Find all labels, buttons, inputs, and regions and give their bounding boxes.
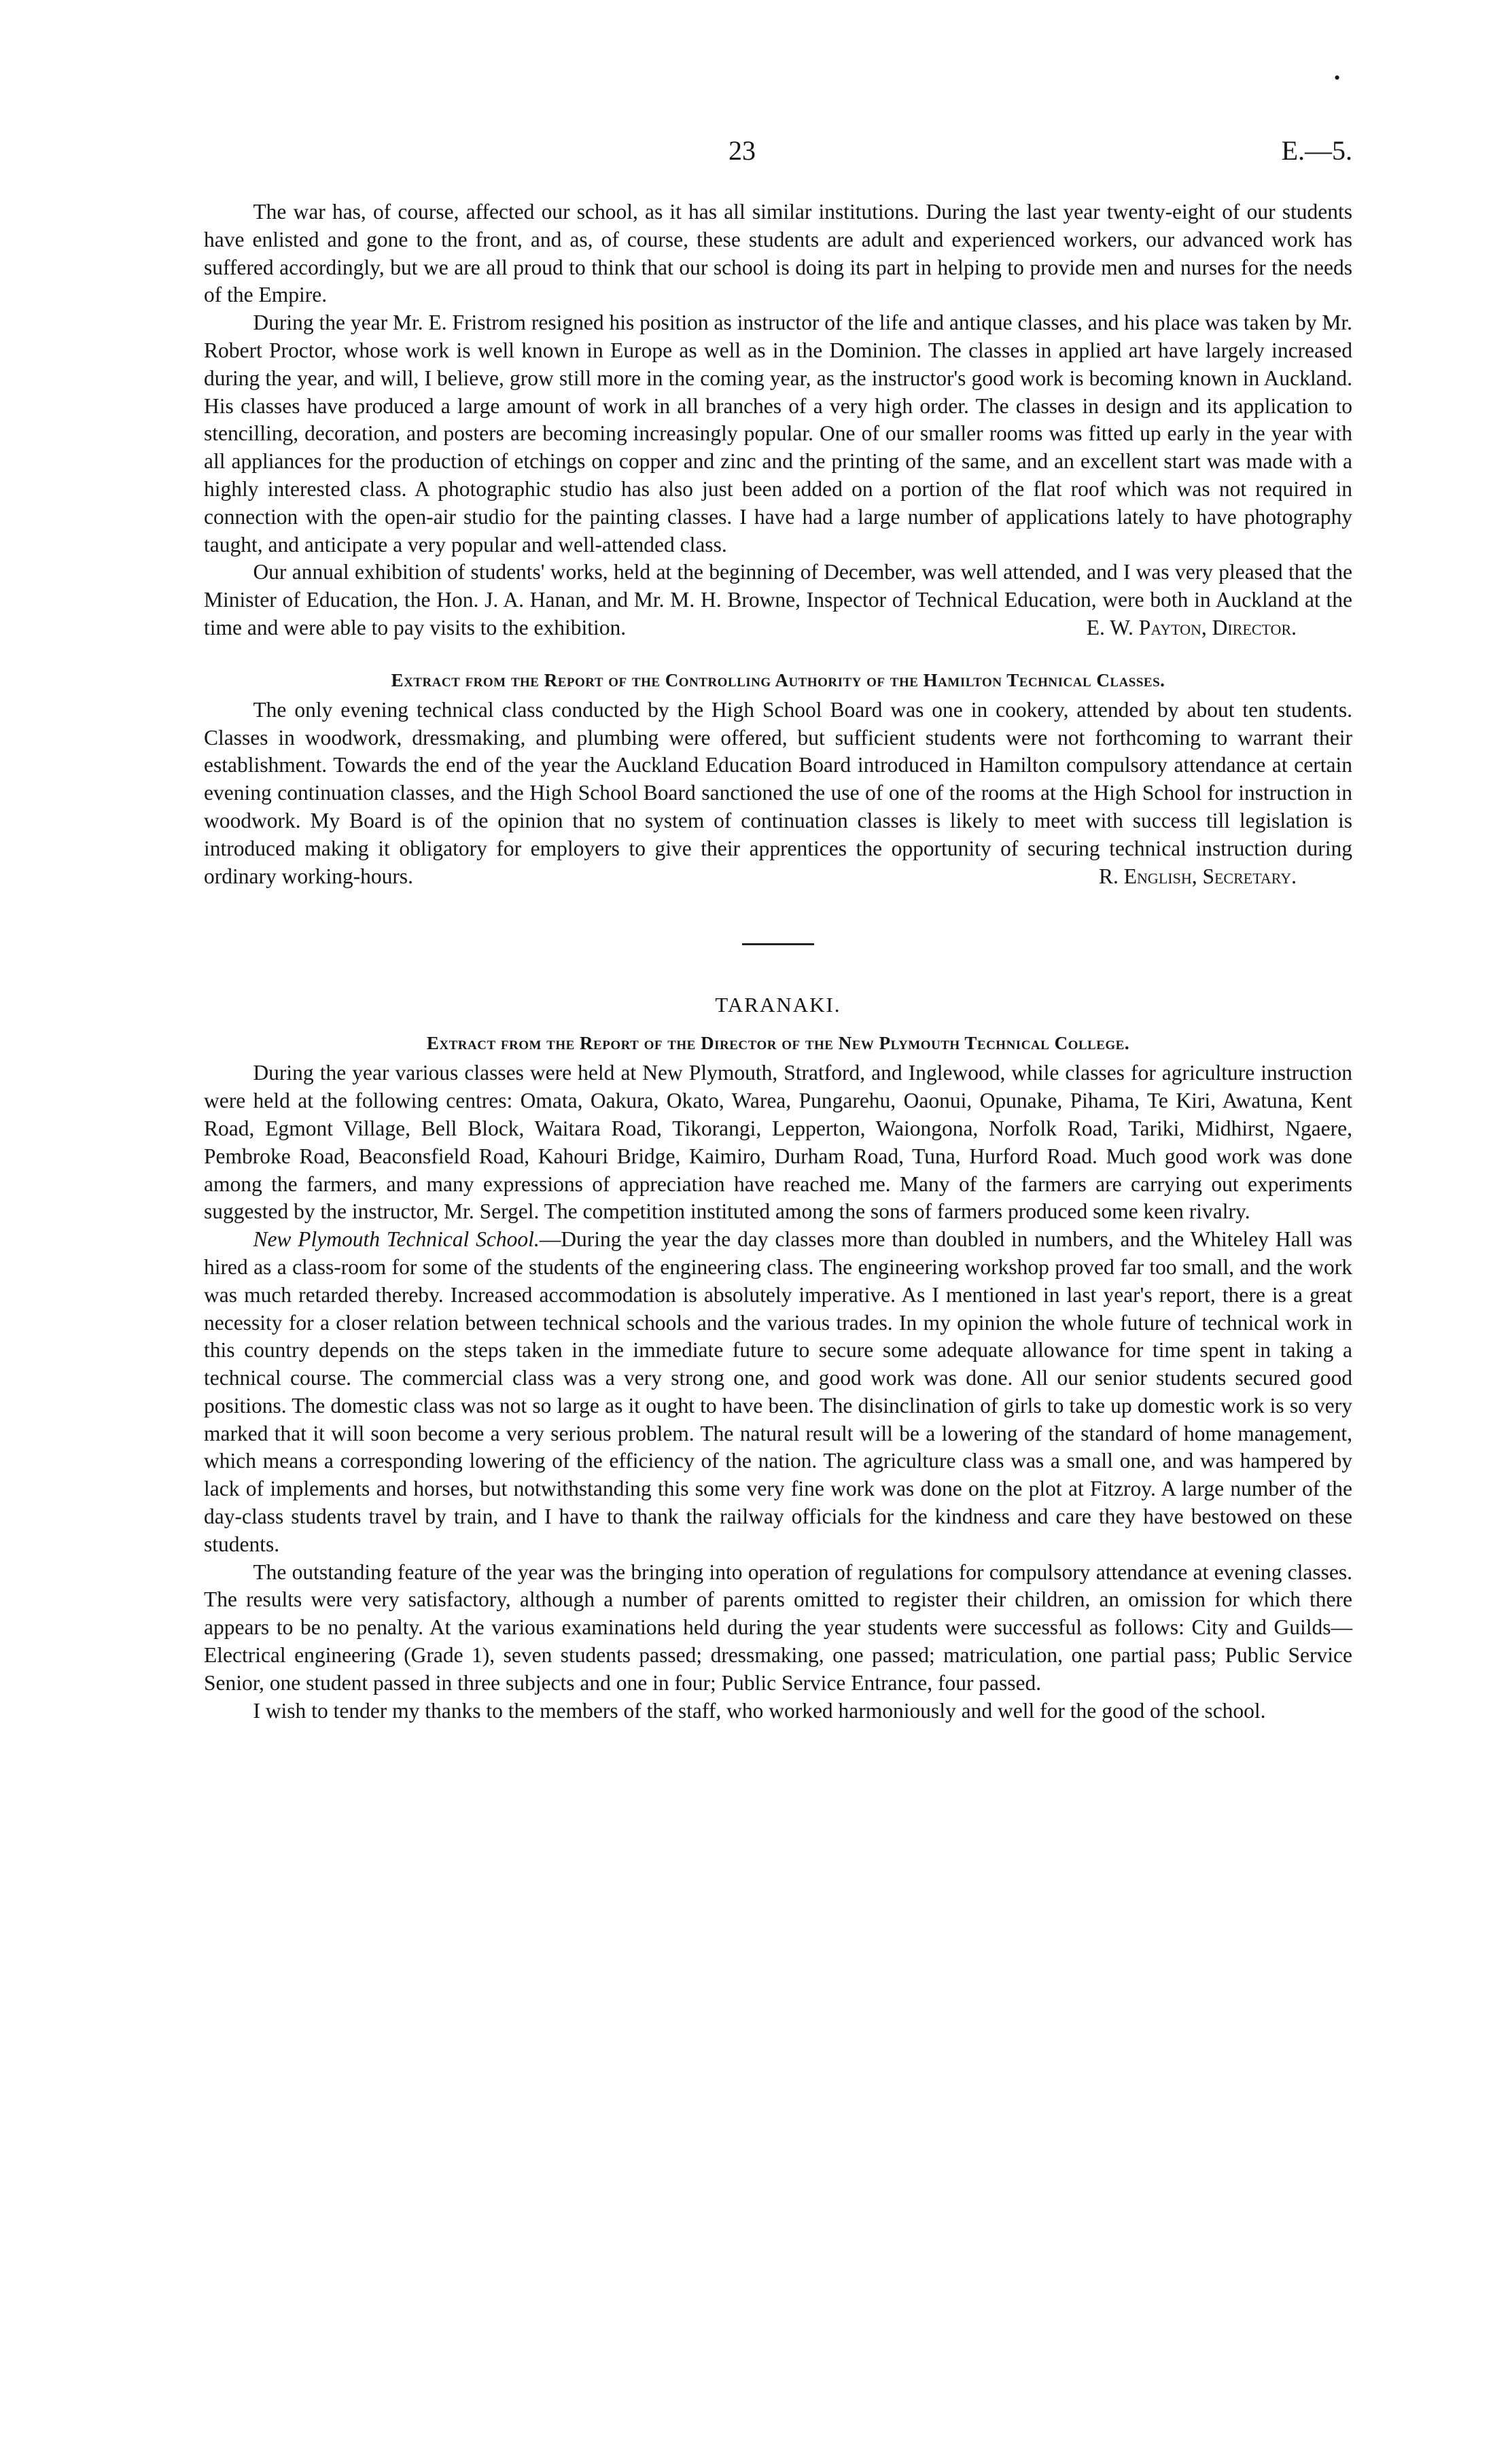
page-number: 23	[728, 135, 756, 166]
section-divider	[742, 943, 814, 945]
taranaki-paragraph-centres: During the year various classes were held at New Plymouth, Stratford, and Inglewood, while classes for agriculture instruction were held at the following centres: Omata, Oakura, Okato, Warea, Pungarehu, Oaonui, Opunake, Pihama, Te Kiri, Awatuna, Kent Road, Egmont Village, Bell Block, Waitara Road, Tikorangi, Lepperton, Waiongona, Norfolk Road, Tariki, Midhirst, Ngaere, Pembroke Road, Beaconsfield Road, Kahouri Bridge, Kaimiro, Durham Road, Tuna, Hurford Road. Much good work was done among the farmers, and many expressions of appreciation have reached me. Many of the farmers are carrying out experiments suggested by the instructor, Mr. Sergel. The competition instituted among the sons of farmers produced some keen rivalry.	[204, 1061, 1352, 1224]
school-name-lead: New Plymouth Technical School.	[253, 1227, 540, 1252]
taranaki-paragraph-thanks: I wish to tender my thanks to the members of the staff, who worked harmoniously and well for the good of the school.	[253, 1698, 1266, 1723]
document-reference: E.—5.	[1281, 135, 1352, 166]
auckland-report	[204, 198, 1352, 642]
page-header	[204, 135, 1352, 175]
school-paragraph-body: —During the year the day classes more than doubled in numbers, and the Whiteley Hall was hired as a class-room for some of the students of the engineering class. The engineering workshop proved far too small, and the work was much retarded thereby. Increased accommodation is absolutely imperative. As I mentioned in last year's report, there is a great necessity for a closer relation between technical schools and the various trades. In my opinion the whole future of technical work in this country depends on the steps taken in the immediate future to secure some adequate allowance for time spent in taking a technical course. The commercial class was a very strong one, and good work was done. All our senior students secured good positions. The domestic class was not so large as it ought to have been. The disinclination of girls to take up domestic work is so very marked that it will soon become a very serious problem. The natural result will be a lowering of the standard of home management, which means a corresponding lowering of the efficiency of the nation. The agriculture class was a small one, and was hampered by lack of implements and horses, but notwithstanding this some very fine work was done on the plot at Fitzroy. A large number of the day-class students travel by train, and I have to thank the railway officials for the kindness and care they have bestowed on these students.	[204, 1227, 1352, 1556]
auckland-signature: E. W. Payton, Director.	[1086, 615, 1297, 639]
taranaki-paragraph-school	[204, 1226, 1352, 1559]
taranaki-paragraph-attendance: The outstanding feature of the year was the bringing into operation of regulations for compulsory attendance at evening classes. The results were very satisfactory, although a number of parents omitted to register their children, an omission for which there appears to be no penalty. At the various examinations held during the year students were successful as follows: City and Guilds—Electrical engineering (Grade 1), seven students passed; dressmaking, one passed; matriculation, one partial pass; Public Service Senior, one student passed in three subjects and one in four; Public Service Entrance, four passed.	[204, 1560, 1352, 1695]
auckland-paragraph-war: The war has, of course, affected our school, as it has all similar institutions. During the last year twenty-eight of our students have enlisted and gone to the front, and as, of course, these students are adult and experienced workers, our advanced work has suffered accordingly, but we are all proud to think that our school is doing its part in helping to provide men and nurses for the needs of the Empire.	[204, 200, 1352, 307]
hamilton-paragraph: The only evening technical class conducted by the High School Board was one in cookery, attended by about ten students. Classes in woodwork, dressmaking, and plumbing were offered, but sufficient students were not forthcoming to warrant their establishment. Towards the end of the year the Auckland Education Board introduced in Hamilton compulsory attendance at certain evening continuation classes, and the High School Board sanctioned the use of one of the rooms at the High School for instruction in woodwork. My Board is of the opinion that no system of continuation classes is likely to meet with success till legislation is introduced making it obligatory for employers to give their apprentices the opportunity of securing technical instruction during ordinary working-hours.	[204, 697, 1352, 888]
auckland-paragraph-exhibition: Our annual exhibition of students' works, held at the beginning of December, was well attended, and I was very pleased that the Minister of Education, the Hon. J. A. Hanan, and Mr. M. H. Browne, Inspector of Technical Education, were both in Auckland at the time and were able to pay visits to the exhibition.	[204, 560, 1352, 639]
hamilton-report	[204, 697, 1352, 891]
hamilton-signature: R. English, Secretary.	[1099, 864, 1297, 888]
region-title: TARANAKI.	[715, 993, 841, 1017]
corner-mark: •	[1334, 68, 1341, 88]
taranaki-heading: Extract from the Report of the Director of the New Plymouth Technical College.	[426, 1033, 1130, 1054]
auckland-paragraph-instructors: During the year Mr. E. Fristrom resigned his position as instructor of the life and antique classes, and his place was taken by Mr. Robert Proctor, whose work is well known in Europe as well as in the Dominion. The classes in applied art have largely increased during the year, and will, I believe, grow still more in the coming year, as the instructor's good work is becoming known in Auckland. His classes have produced a large amount of work in all branches of a very high order. The classes in design and its application to stencilling, decoration, and posters are becoming increasingly popular. One of our smaller rooms was fitted up early in the year with all appliances for the production of etchings on copper and zinc and the printing of the same, and an excellent start was made with a highly interested class. A photographic studio has also just been added on a portion of the flat roof which was not required in connection with the open-air studio for the painting classes. I have had a large number of applications lately to have photography taught, and anticipate a very popular and well-attended class.	[204, 311, 1352, 557]
page-content	[204, 198, 1352, 1725]
taranaki-report	[204, 1059, 1352, 1725]
hamilton-heading: Extract from the Report of the Controlling Authority of the Hamilton Technical Classes.	[391, 669, 1165, 690]
